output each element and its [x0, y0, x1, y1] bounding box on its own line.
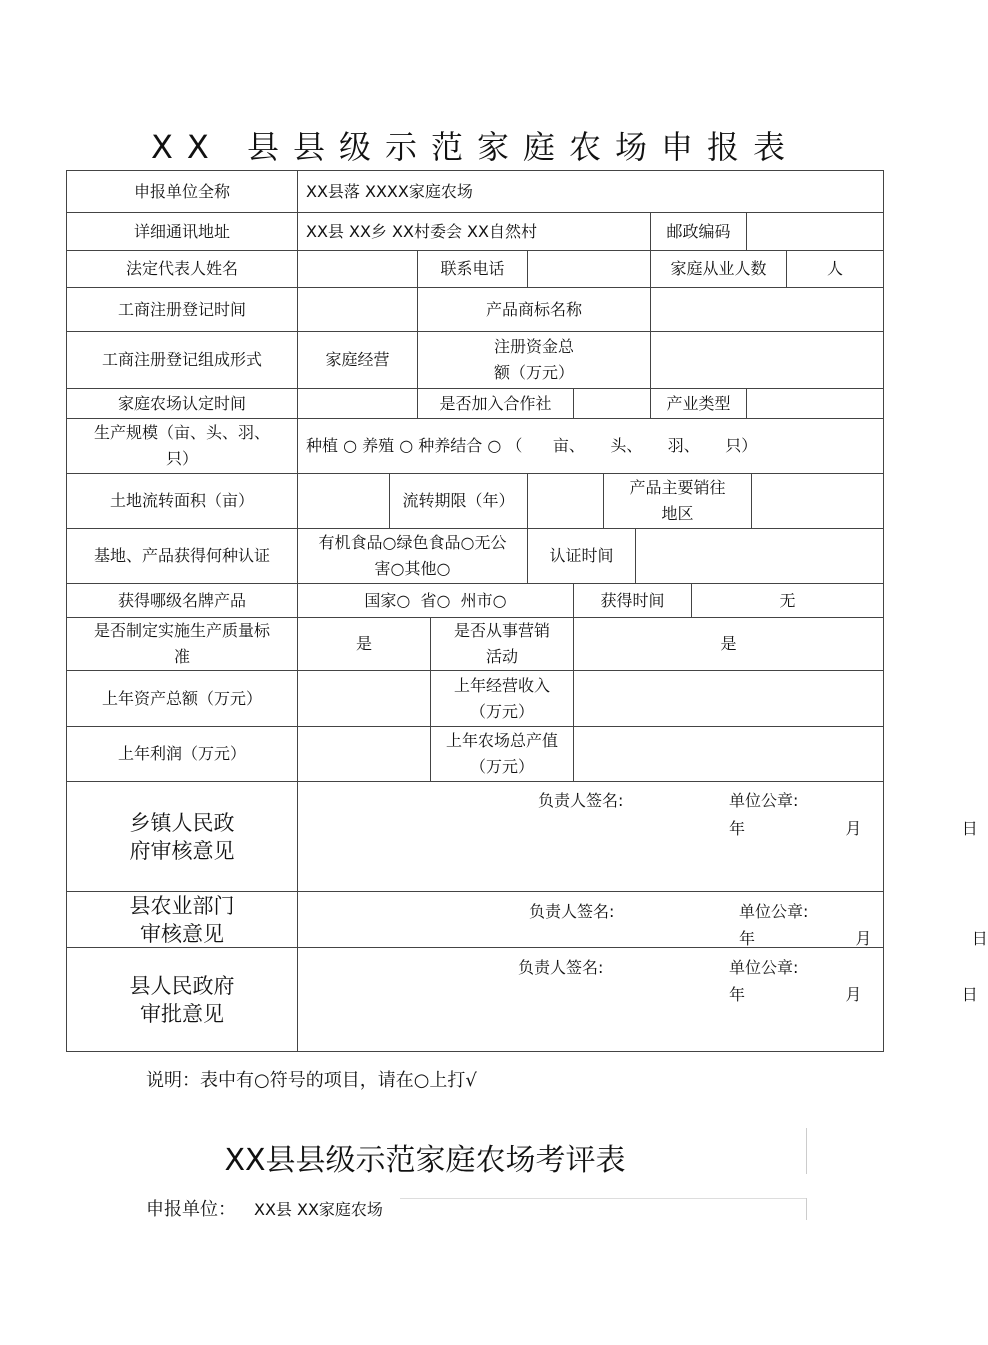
value-sales-region[interactable] — [751, 473, 884, 529]
value-reg-time[interactable] — [297, 287, 418, 332]
label-land-transfer: 土地流转面积（亩） — [66, 473, 298, 529]
label-address: 详细通讯地址 — [66, 212, 298, 251]
agri-dept-seal: 单位公章: — [739, 902, 809, 921]
applicant-unit-value[interactable]: XX县 XX家庭农场 — [254, 1200, 383, 1219]
label-output-value: 上年农场总产值（万元） — [430, 726, 574, 782]
value-reg-form[interactable]: 家庭经营 — [297, 331, 418, 389]
divider — [806, 1198, 807, 1220]
value-quality-standard[interactable]: 是 — [297, 617, 431, 671]
value-industry-type[interactable] — [746, 388, 884, 419]
township-signer: 负责人签名: — [538, 791, 624, 810]
value-certification[interactable]: 有机食品○绿色食品○无公害○其他○ — [297, 528, 528, 584]
value-total-assets[interactable] — [297, 670, 431, 727]
label-certified-time: 家庭农场认定时间 — [66, 388, 298, 419]
value-scale[interactable]: 种植 ○ 养殖 ○ 种养结合 ○ （ 亩、 头、 羽、 只） — [297, 418, 884, 474]
label-agri-dept-approval: 县农业部门审核意见 — [66, 891, 298, 948]
label-reg-form: 工商注册登记组成形式 — [66, 331, 298, 389]
value-certified-time[interactable] — [297, 388, 418, 419]
form-title: XX 县县级示范家庭农场申报表 — [150, 128, 800, 166]
agri-dept-date: 年 月 日 — [739, 929, 988, 948]
label-applicant: 申报单位全称 — [66, 170, 298, 213]
label-sales-region: 产品主要销往地区 — [603, 473, 752, 529]
value-applicant[interactable]: XX县落 XXXX家庭农场 — [297, 170, 884, 213]
value-brand-level[interactable]: 国家○ 省○ 州市○ — [297, 583, 574, 618]
value-cooperative[interactable] — [573, 388, 651, 419]
label-reg-capital: 注册资金总额（万元） — [417, 331, 651, 389]
label-brand-level: 获得哪级名牌产品 — [66, 583, 298, 618]
label-township-approval: 乡镇人民政府审核意见 — [66, 781, 298, 892]
value-profit[interactable] — [297, 726, 431, 782]
label-legal-rep: 法定代表人姓名 — [66, 250, 298, 288]
label-scale: 生产规模（亩、头、羽、只） — [66, 418, 298, 474]
label-marketing: 是否从事营销活动 — [430, 617, 574, 671]
form-note: 说明：表中有○符号的项目，请在○上打√ — [146, 1070, 477, 1091]
county-gov-signer: 负责人签名: — [518, 958, 604, 977]
value-award-time[interactable]: 无 — [691, 583, 884, 618]
value-marketing[interactable]: 是 — [573, 617, 884, 671]
label-county-gov-approval: 县人民政府审批意见 — [66, 947, 298, 1052]
county-gov-date: 年 月 日 — [729, 985, 978, 1004]
value-phone[interactable] — [527, 250, 651, 288]
value-reg-capital[interactable] — [650, 331, 884, 389]
label-postcode: 邮政编码 — [650, 212, 747, 251]
label-profit: 上年利润（万元） — [66, 726, 298, 782]
label-transfer-period: 流转期限（年） — [389, 473, 528, 529]
township-seal: 单位公章: — [729, 791, 799, 810]
label-certification: 基地、产品获得何种认证 — [66, 528, 298, 584]
label-family-workers: 家庭从业人数 — [650, 250, 787, 288]
label-industry-type: 产业类型 — [650, 388, 747, 419]
evaluation-title: XX县县级示范家庭农场考评表 — [224, 1143, 626, 1178]
divider — [806, 1128, 807, 1174]
label-reg-time: 工商注册登记时间 — [66, 287, 298, 332]
township-date: 年 月 日 — [729, 819, 978, 838]
label-cert-time: 认证时间 — [527, 528, 636, 584]
label-quality-standard: 是否制定实施生产质量标准 — [66, 617, 298, 671]
value-land-transfer[interactable] — [297, 473, 390, 529]
value-cert-time[interactable] — [635, 528, 884, 584]
divider — [400, 1198, 806, 1199]
label-total-assets: 上年资产总额（万元） — [66, 670, 298, 727]
value-trademark[interactable] — [650, 287, 884, 332]
agri-dept-signer: 负责人签名: — [529, 902, 615, 921]
label-trademark: 产品商标名称 — [417, 287, 651, 332]
label-phone: 联系电话 — [417, 250, 528, 288]
value-revenue[interactable] — [573, 670, 884, 727]
value-family-workers-unit[interactable]: 人 — [786, 250, 884, 288]
value-transfer-period[interactable] — [527, 473, 604, 529]
value-address[interactable]: XX县 XX乡 XX村委会 XX自然村 — [297, 212, 651, 251]
label-cooperative: 是否加入合作社 — [417, 388, 574, 419]
label-award-time: 获得时间 — [573, 583, 692, 618]
label-revenue: 上年经营收入（万元） — [430, 670, 574, 727]
value-legal-rep[interactable] — [297, 250, 418, 288]
value-postcode[interactable] — [746, 212, 884, 251]
applicant-unit-label: 申报单位： — [146, 1199, 236, 1220]
applicant-unit-line — [146, 1195, 383, 1221]
value-output-value[interactable] — [573, 726, 884, 782]
county-gov-seal: 单位公章: — [729, 958, 799, 977]
